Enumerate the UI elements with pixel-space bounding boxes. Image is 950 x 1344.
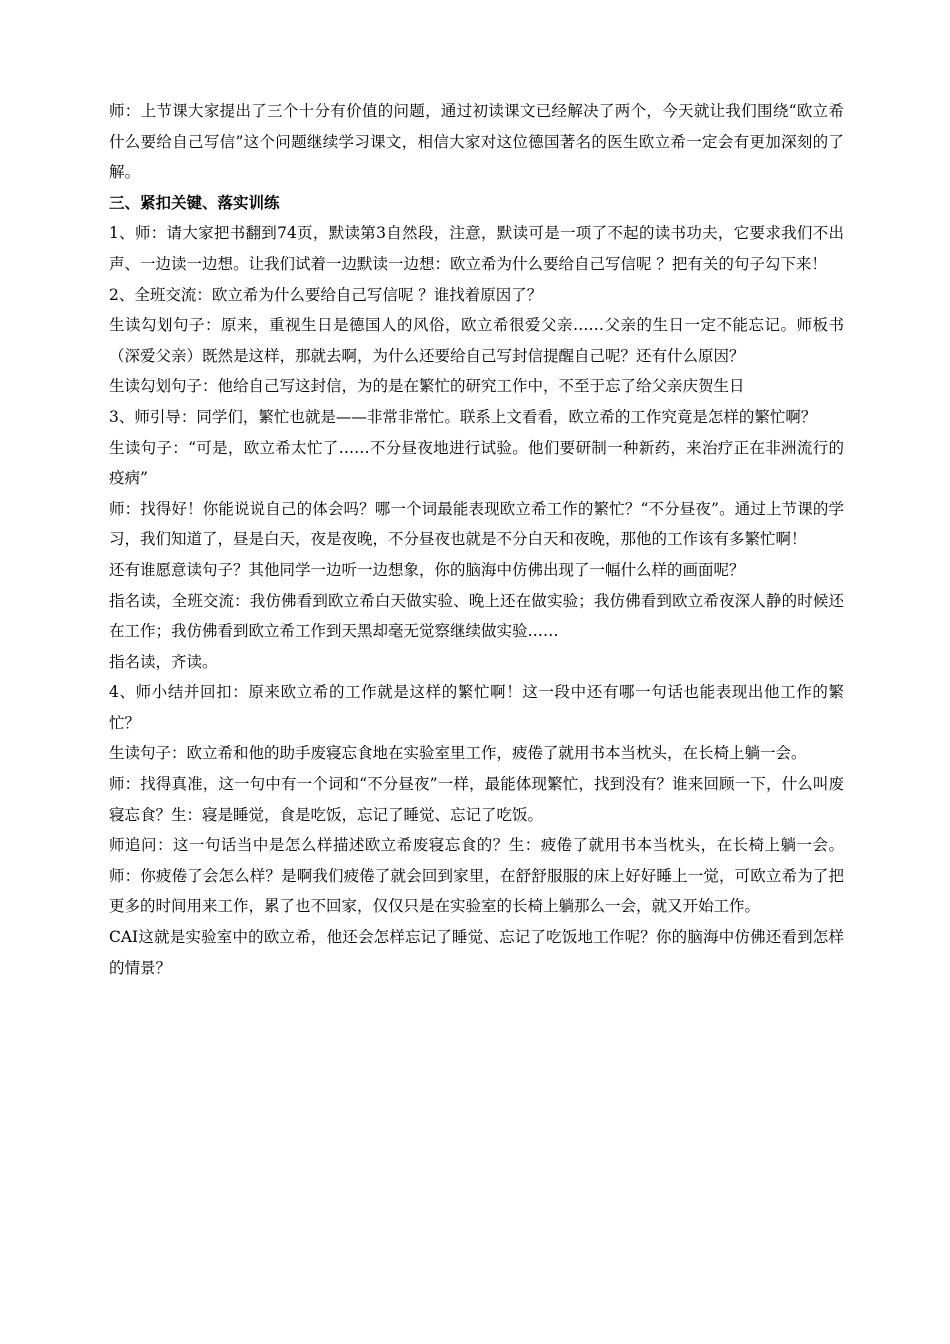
paragraph-student-reading-1: 生读句子：“可是，欧立希太忙了……不分昼夜地进行试验。他们要研制一种新药，来治疗正在非洲流行的疫病” (109, 438, 844, 488)
paragraph-step-2: 2、全班交流：欧立希为什么要给自己写信呢 ？谁找着原因了？ (109, 285, 543, 304)
paragraph-class-discussion: 指名读，全班交流：我仿佛看到欧立希白天做实验、晚上还在做实验；我仿佛看到欧立希夜深人静的时候还在工作；我仿佛看到欧立希工作到天黑却毫无觉察继续做实验…… (109, 591, 844, 641)
paragraph-teacher-feedback-1: 师：找得好！你能说说自己的体会吗？哪一个词最能表现欧立希工作的繁忙？“不分昼夜”。通过上节课的学习，我们知道了，昼是白天，夜是夜晚，不分昼夜也就是不分白天和夜晚，那他的工作该有多繁忙啊！ (109, 499, 844, 549)
paragraph-teacher-feedback-2: 师：找得真准，这一句中有一个词和“不分昼夜”一样，最能体现繁忙，找到没有？谁来回顾一下，什么叫废寝忘食？生：寝是睡觉，食是吃饭，忘记了睡觉、忘记了吃饭。 (109, 775, 844, 824)
paragraph-student-answer-2: 生读勾划句子：他给自己写这封信，为的是在繁忙的研究工作中，不至于忘了给父亲庆贺生日 (109, 377, 745, 396)
paragraph-reading-note: 指名读，齐读。 (109, 652, 218, 671)
paragraph-cai: CAI这就是实验室中的欧立希，他还会怎样忘记了睡觉、忘记了吃饭地工作呢？你的脑海中仿佛还看到怎样的情景？ (109, 928, 844, 977)
paragraph-student-reading-2: 生读句子：欧立希和他的助手废寝忘食地在实验室里工作，疲倦了就用书本当枕头，在长椅上躺一会。 (109, 744, 807, 763)
paragraph-step-4: 4、师小结并回扣：原来欧立希的工作就是这样的繁忙啊！这一段中还有哪一句话也能表现出他工作的繁忙？ (109, 683, 844, 732)
paragraph-intro: 师：上节课大家提出了三个十分有价值的问题，通过初读课文已经解决了两个，今天就让我们围绕“欧立希什么要给自己写信”这个问题继续学习课文，相信大家对这位德国著名的医生欧立希一定会有更加深刻的了解。 (109, 102, 844, 182)
paragraph-step-1: 1、师：请大家把书翻到74页，默读第3自然段，注意，默读可是一项了不起的读书功夫，它要求我们不出声、一边读一边想。让我们试着一边默读一边想：欧立希为什么要给自己写信呢 ？把有关的句子勾下来！ (109, 224, 844, 273)
section-heading: 三、紧扣关键、落实训练 (109, 193, 280, 212)
document-page (109, 96, 844, 983)
paragraph-student-answer-1: 生读勾划句子：原来，重视生日是德国人的风俗，欧立希很爱父亲……父亲的生日一定不能忘记。师板书（深爱父亲）既然是这样，那就去啊，为什么还要给自己写封信提醒自己呢？还有什么原因？ (109, 316, 844, 365)
paragraph-teacher-followup: 师追问：这一句话当中是怎么样描述欧立希废寝忘食的？生：疲倦了就用书本当枕头，在长椅上躺一会。师：你疲倦了会怎么样？是啊我们疲倦了就会回到家里，在舒舒服服的床上好好睡上一觉，可欧立希为了把更多的时间用来工作，累了也不回家，仅仅只是在实验室的长椅上躺那么一会，就又开始工作。 (109, 836, 844, 916)
paragraph-step-3: 3、师引导：同学们，繁忙也就是——非常非常忙。联系上文看看，欧立希的工作究竟是怎样的繁忙啊？ (109, 407, 817, 426)
paragraph-teacher-question: 还有谁愿意读句子？其他同学一边听一边想象，你的脑海中仿佛出现了一幅什么样的画面呢？ (109, 560, 745, 579)
